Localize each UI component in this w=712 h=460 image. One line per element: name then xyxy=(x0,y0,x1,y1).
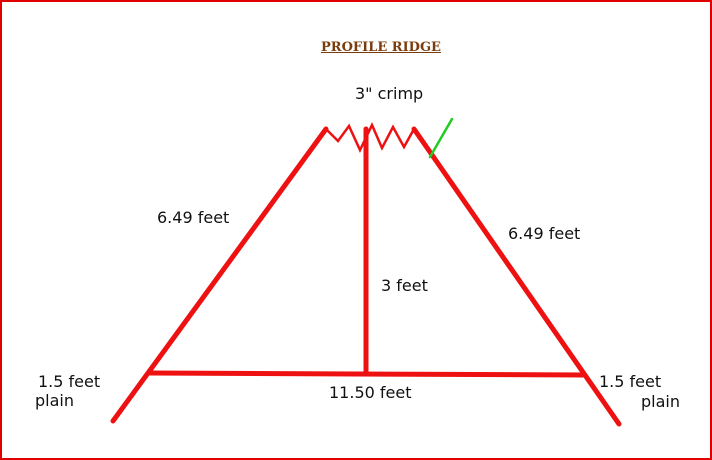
diagram-title: PROFILE RIDGE xyxy=(321,40,441,55)
right-slope-label: 6.49 feet xyxy=(508,224,581,243)
right-flange-length-label: 1.5 feet xyxy=(599,372,662,391)
left-flange-type-label: plain xyxy=(35,391,74,410)
height-label: 3 feet xyxy=(381,276,428,295)
green-marker-line xyxy=(430,119,452,157)
right-slope-line xyxy=(414,129,619,424)
base-length-label: 11.50 feet xyxy=(329,383,412,402)
crimp-zigzag xyxy=(326,125,414,150)
left-flange-length-label: 1.5 feet xyxy=(38,372,101,391)
crimp-label: 3" crimp xyxy=(355,84,424,103)
left-slope-label: 6.49 feet xyxy=(157,208,230,227)
right-flange-type-label: plain xyxy=(641,392,680,411)
left-slope-line xyxy=(113,129,326,421)
